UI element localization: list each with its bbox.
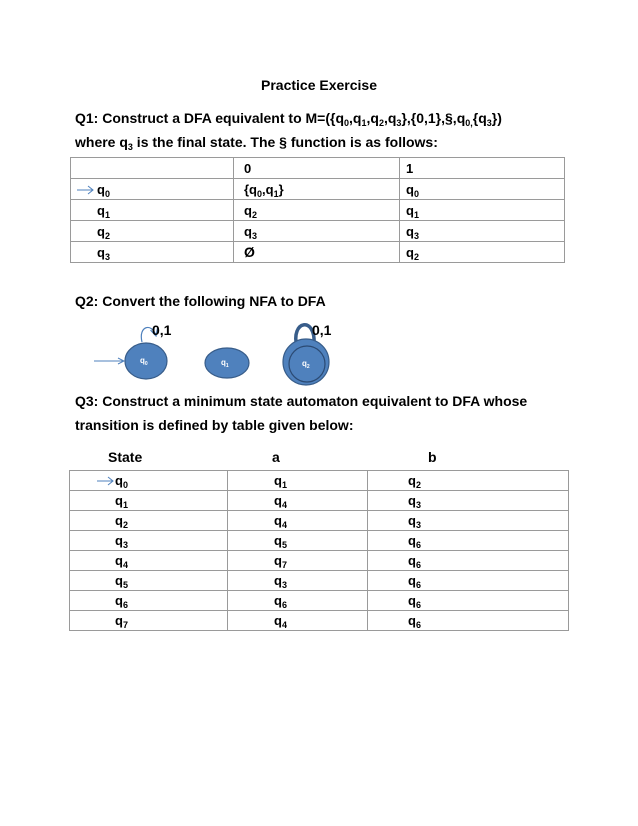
nfa-loop0-label: 0,1: [152, 322, 172, 338]
transition-cell: $q_0$: [400, 179, 565, 200]
transition-cell: $q_6$: [368, 531, 569, 551]
table-row: [70, 511, 569, 531]
transition-cell: $q_3$: [234, 221, 400, 242]
table-header-cell: [71, 158, 234, 179]
nfa-state-q1-label: $q_1$: [221, 358, 229, 369]
transition-cell: $q_4$: [228, 511, 368, 531]
start-arrow-icon: [97, 476, 115, 486]
state-cell: $q_0$: [70, 471, 228, 491]
transition-cell: $q_6$: [368, 551, 569, 571]
table-row: [70, 471, 569, 491]
transition-cell: $q_2$: [368, 471, 569, 491]
q3-header-a: a: [272, 449, 280, 465]
transition-cell: Ø: [234, 242, 400, 263]
state-cell: $q_6$: [70, 591, 228, 611]
table-row: [70, 611, 569, 631]
state-cell: $q_1$: [70, 491, 228, 511]
transition-cell: $q_3$: [228, 571, 368, 591]
transition-cell: $q_2$: [234, 200, 400, 221]
state-cell: $q_2$: [70, 511, 228, 531]
start-arrow-icon: [77, 185, 95, 195]
transition-cell: $q_3$: [368, 491, 569, 511]
transition-cell: $q_3$: [368, 511, 569, 531]
transition-cell: $q_1$: [400, 200, 565, 221]
nfa-state-q0-label: $q_0$: [140, 356, 148, 367]
q2-text: Q2: Convert the following NFA to DFA: [75, 293, 326, 309]
nfa-state-q2-label: $q_2$: [302, 359, 310, 370]
table-row: [70, 551, 569, 571]
table-row: [71, 179, 565, 200]
state-cell: $q_1$: [71, 200, 234, 221]
state-cell: $q_5$: [70, 571, 228, 591]
state-cell: $q_3$: [71, 242, 234, 263]
state-cell: $q_3$: [70, 531, 228, 551]
q1-transition-table: [70, 157, 565, 263]
page-title: Practice Exercise: [261, 77, 377, 93]
table-header-cell: 1: [400, 158, 565, 179]
table-row: [71, 242, 565, 263]
transition-cell: $q_6$: [368, 611, 569, 631]
table-row: [71, 200, 565, 221]
state-cell: $q_4$: [70, 551, 228, 571]
table-row: [70, 591, 569, 611]
q3-line2: transition is defined by table given below:: [75, 417, 354, 433]
state-cell: $q_2$: [71, 221, 234, 242]
transition-cell: $q_6$: [368, 571, 569, 591]
transition-cell: $q_4$: [228, 491, 368, 511]
table-row: [70, 531, 569, 551]
nfa-diagram: [90, 314, 370, 386]
transition-cell: $q_6$: [368, 591, 569, 611]
state-cell: $q_0$: [71, 179, 234, 200]
table-row: [70, 491, 569, 511]
q1-line1: Q1: Construct a DFA equivalent to $M=(\{q_0,q_1,q_2,q_3\},\{0,1\},\S,q_{0,}\{q_3\})$: [75, 110, 502, 128]
state-cell: $q_7$: [70, 611, 228, 631]
transition-cell: $\{q_0,q_1\}$: [234, 179, 400, 200]
transition-cell: $q_1$: [228, 471, 368, 491]
transition-cell: $q_4$: [228, 611, 368, 631]
transition-cell: $q_6$: [228, 591, 368, 611]
transition-cell: $q_3$: [400, 221, 565, 242]
q3-line1: Q3: Construct a minimum state automaton equivalent to DFA whose: [75, 393, 528, 409]
transition-cell: $q_7$: [228, 551, 368, 571]
table-row: [70, 571, 569, 591]
nfa-loop2-label: 0,1: [312, 322, 332, 338]
table-header-row: [71, 158, 565, 179]
q3-transition-table: [69, 470, 569, 631]
q3-header-b: b: [428, 449, 437, 465]
q3-header-state: State: [108, 449, 143, 465]
transition-cell: $q_2$: [400, 242, 565, 263]
q1-line2: where $q_3$ is the final state. The § function is as follows:: [75, 134, 438, 152]
table-header-cell: 0: [234, 158, 400, 179]
table-row: [71, 221, 565, 242]
transition-cell: $q_5$: [228, 531, 368, 551]
